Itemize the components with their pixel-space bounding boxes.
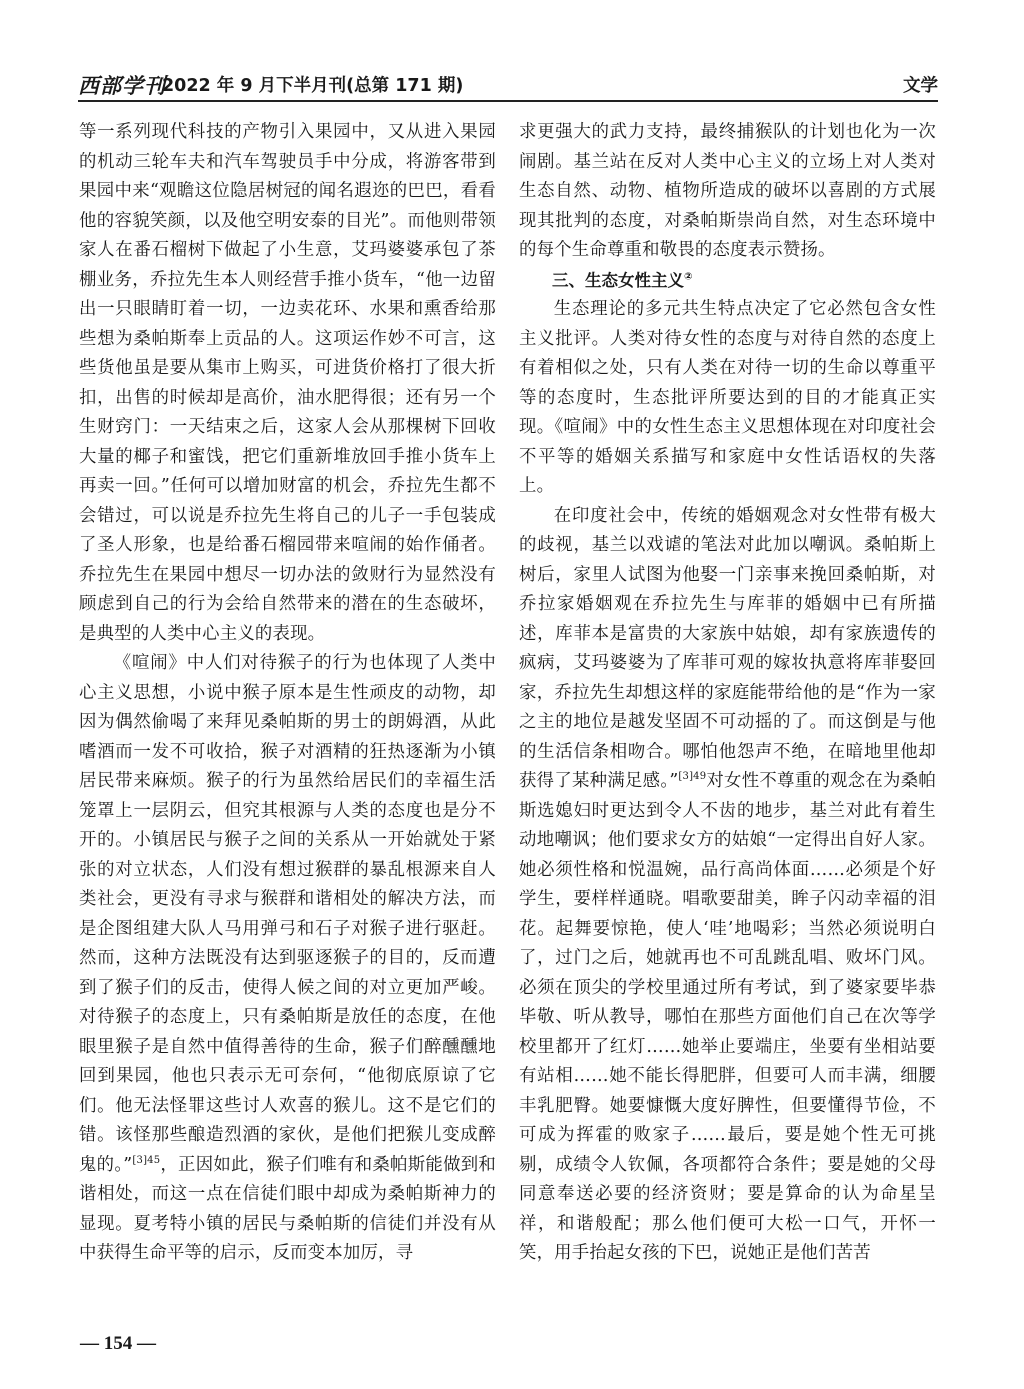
paragraph-text: 《喧闹》中人们对待猴子的行为也体现了人类中心主义思想，小说中猴子原本是生性顽皮的动物，却因为偶然偷喝了来拜见桑帕斯的男士的朗姆酒，从此嗜酒而一发不可收拾，猴子对酒精的狂热逐渐为小镇居民带来麻烦。猴子的行为虽然给居民们的幸福生活笼罩上一层阴云，但究其根源与人类的态度也是分不开的。小镇居民与猴子之间的关系从一开始就处于紧张的对立状态，人们没有想过猴群的暴乱根源来自人类社会，更没有寻求与猴群和谐相处的解决方法，而是企图组建大队人马用弹弓和石子对猴子进行驱赶。然而，这种方法既没有达到驱逐猴子的目的，反而遭到了猴子们的反击，使得人候之间的对立更加严峻。对待猴子的态度上，只有桑帕斯是放任的态度，在他眼里猴子是自然中值得善待的生命，猴子们醉醺醺地回到果园，他也只表示无可奈何，“他彻底原谅了它们。他无法怪罪这些讨人欢喜的猴儿。这不是它们的错。该怪那些酿造烈酒的家伙，是他们把猴儿变成醉鬼的。” xyxy=(79,653,496,1175)
paragraph: 等一系列现代科技的产物引入果园中，又从进入果园的机动三轮车夫和汽车驾驶员手中分成，将游客带到果园中来“观瞻这位隐居树冠的闻名遐迩的巴巴，看看他的容貌笑颜，以及他空明安泰的目光”。而他则带领家人在番石榴树下做起了小生意，艾玛婆婆承包了茶棚业务，乔拉先生本人则经营手推小货车，“他一边留出一只眼睛盯着一切，一边卖花环、水果和熏香给那些想为桑帕斯奉上贡品的人。这项运作妙不可言，这些货他虽是要从集市上购买，可进货价格打了很大折扣，出售的时候却是高价，油水肥得很；还有另一个生财窍门：一天结束之后，这家人会从那棵树下回收大量的椰子和蜜饯，把它们重新堆放回手推小货车上再卖一回。”任何可以增加财富的机会，乔拉先生都不会错过，可以说是乔拉先生将自己的儿子一手包装成了圣人形象，也是给番石榴园带来喧闹的始作俑者。乔拉先生在果园中想尽一切办法的敛财行为显然没有顾虑到自己的行为会给自然带来的潜在的生态破坏，是典型的人类中心主义的表现。 xyxy=(79,122,496,644)
paragraph xyxy=(519,502,936,1269)
section-label: 文学 xyxy=(903,76,938,96)
left-column xyxy=(79,118,496,1269)
page-number: — 154 — xyxy=(80,1333,156,1354)
paragraph: 生态理论的多元共生特点决定了它必然包含女性主义批评。人类对待女性的态度与对待自然的态度上有着相似之处，只有人类在对待一切的生命以尊重平等的态度时，生态批评所要达到的目的才能真正实现。《喧闹》中的女性生态主义思想体现在对印度社会不平等的婚姻关系描写和家庭中女性话语权的失落上。 xyxy=(519,299,936,496)
paragraph-text: ，正因如此，猴子们唯有和桑帕斯能做到和谐相处，而这一点在信徒们眼中却成为桑帕斯神力的显现。夏考特小镇的居民与桑帕斯的信徒们并没有从中获得生命平等的启示，反而变本加厉，寻 xyxy=(79,1154,496,1263)
paragraph: 求更强大的武力支持，最终捕猴队的计划也化为一次闹剧。基兰站在反对人类中心主义的立场上对人类对生态自然、动物、植物所造成的破坏以喜剧的方式展现其批判的态度，对桑帕斯崇尚自然，对生态环境中的每个生命尊重和敬畏的态度表示赞扬。 xyxy=(519,122,936,260)
right-column xyxy=(519,118,936,1269)
journal-logo: 西部学刊 xyxy=(78,73,166,98)
citation: [3]49 xyxy=(678,771,707,783)
citation: [3]45 xyxy=(132,1154,161,1166)
heading-text: 三、生态女性主义 xyxy=(552,270,684,290)
paragraph-text: 在印度社会中，传统的婚姻观念对女性带有极大的歧视，基兰以戏谑的笔法对此加以嘲讽。桑帕斯上树后，家里人试图为他娶一门亲事来挽回桑帕斯，对乔拉家婚姻观在乔拉先生与库菲的婚姻中已有所描述，库菲本是富贵的大家族中姑娘，却有家族遗传的疯病，艾玛婆婆为了库菲可观的嫁妆执意将库菲娶回家，乔拉先生却想这样的家庭能带给他的是“作为一家之主的地位是越发坚固不可动摇的了。而这倒是与他的生活信条相吻合。哪怕他怨声不绝，在暗地里他却获得了某种满足感。” xyxy=(519,505,936,791)
section-heading xyxy=(519,266,936,296)
footnote-marker: ② xyxy=(684,271,693,282)
paragraph-text: 对女性不尊重的观念在为桑帕斯选媳妇时更达到令人不齿的地步，基兰对此有着生动地嘲讽；他们要求女方的姑娘“一定得出自好人家。她必须性格和悦温婉，品行高尚体面……必须是个好学生，要样样通晓。唱歌要甜美，眸子闪动幸福的泪花。起舞要惊艳，使人‘哇’地喝彩；当然必须说明白了，过门之后，她就再也不可乱跳乱唱、败坏门风。必须在顶尖的学校里通过所有考试，到了婆家要毕恭毕敬、听从教导，哪怕在那些方面他们自己在次等学校里都开了红灯……她举止要端庄，坐要有坐相站要有站相……她不能长得肥胖，但要可人而丰满，细腰丰乳肥臀。她要慷慨大度好脾性，但要懂得节俭，不可成为挥霍的败家子……最后，要是她个性无可挑剔，成绩令人钦佩，各项都符合条件；要是她的父母同意奉送必要的经济资财；要是算命的认为命星呈祥，和谐般配；那么他们便可大松一口气，开怀一笑，用手抬起女孩的下巴，说她正是他们苦苦 xyxy=(519,771,936,1263)
paragraph xyxy=(79,649,496,1269)
header-rule xyxy=(78,100,938,102)
issue-info: 2022 年 9 月下半月刊(总第 171 期) xyxy=(162,76,464,96)
running-header xyxy=(78,66,938,102)
